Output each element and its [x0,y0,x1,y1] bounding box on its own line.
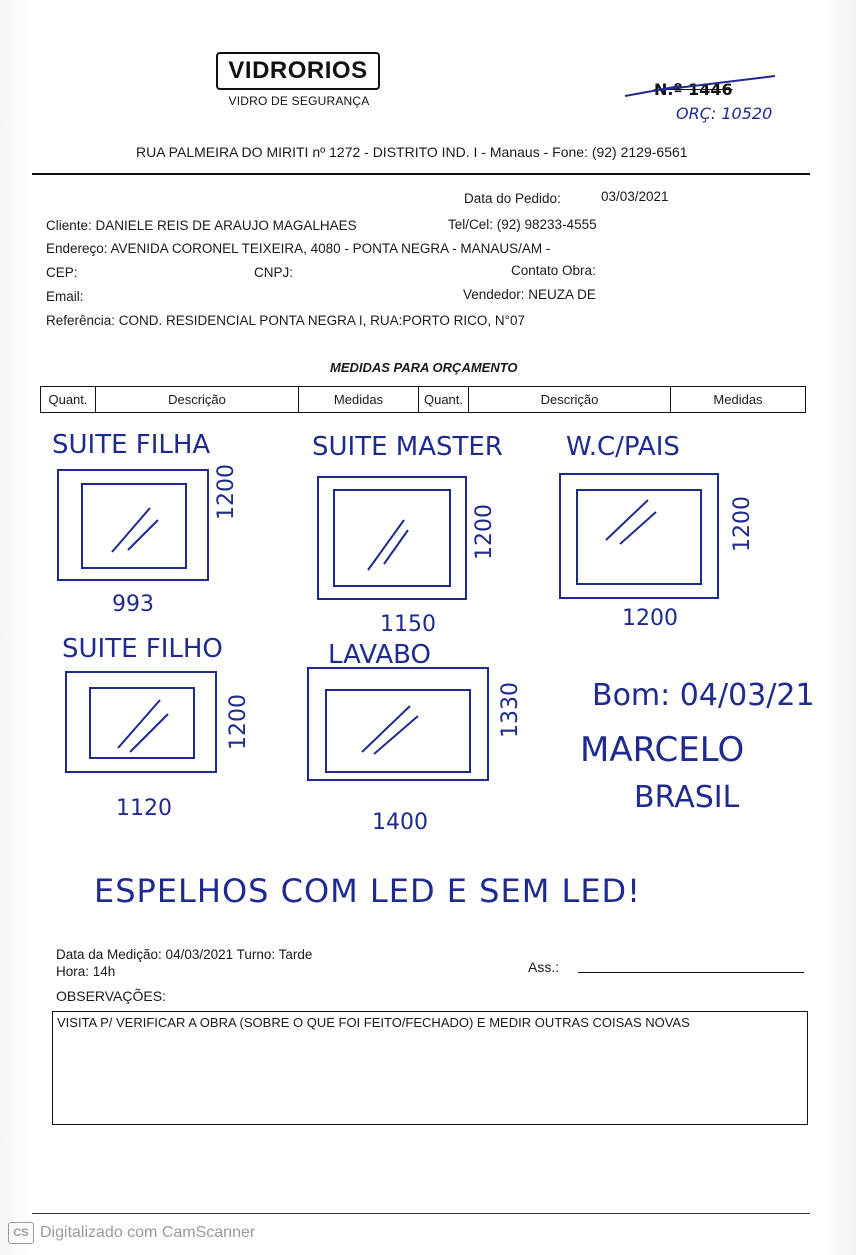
observations-box [52,1011,808,1125]
sketch-4-height: 1200 [226,694,251,750]
sketch-1-label: SUITE FILHA [52,430,211,460]
sketch-4-label: SUITE FILHO [62,634,223,664]
client-field: Cliente: DANIELE REIS DE ARAUJO MAGALHAES [46,218,357,233]
sketch-3-height: 1200 [730,496,755,552]
col-medidas: Medidas [299,387,419,412]
sketch-5-label: LAVABO [328,640,431,670]
sketch-5-width: 1400 [372,810,428,835]
company-address: RUA PALMEIRA DO MIRITI nº 1272 - DISTRITO IND. I - Manaus - Fone: (92) 2129-6561 [136,144,688,160]
order-date-value: 03/03/2021 [601,189,669,204]
sketch-2-width: 1150 [380,612,436,637]
measurements-title: MEDIDAS PARA ORÇAMENTO [330,360,518,375]
cnpj-field: CNPJ: [254,265,294,280]
col-quant-2: Quant. [419,387,469,412]
camscanner-footer [0,1218,856,1248]
bottom-divider [32,1213,810,1214]
order-date-label: Data do Pedido: [464,191,561,206]
camscanner-text: Digitalizado com CamScanner [40,1224,256,1241]
sketch-3-label: W.C/PAIS [566,432,680,462]
col-quant: Quant. [41,387,96,412]
address-field: Endereço: AVENIDA CORONEL TEIXEIRA, 4080 - PONTA NEGRA - MANAUS/AM - [46,241,551,256]
sketch-1-width: 993 [112,592,154,617]
signature-label: Ass.: [528,959,560,975]
seller-field: Vendedor: NEUZA DE [463,287,596,302]
cep-field: CEP: [46,265,78,280]
company-tagline: VIDRO DE SEGURANÇA [228,94,370,108]
approver-first-name: MARCELO [580,730,745,770]
company-logo: VIDRORIOS [216,52,380,90]
mirror-note: ESPELHOS COM LED E SEM LED! [94,872,641,910]
observations-label: OBSERVAÇÕES: [56,988,166,1004]
orc-number: ORÇ: 10520 [676,104,773,123]
sketch-4-width: 1120 [116,796,172,821]
sketch-5-height: 1330 [498,682,523,738]
measurement-time: Hora: 14h [56,964,116,979]
col-descricao: Descrição [96,387,299,412]
col-descricao-2: Descrição [469,387,671,412]
sketch-2-height: 1200 [472,504,497,560]
reference-field: Referência: COND. RESIDENCIAL PONTA NEGRA I, RUA:PORTO RICO, N°07 [46,313,526,328]
signature-line [578,972,804,973]
approver-last-name: BRASIL [634,780,740,815]
approval-note: Bom: 04/03/21 [592,678,815,713]
contact-field: Contato Obra: [511,263,596,278]
observations-text: VISITA P/ VERIFICAR A OBRA (SOBRE O QUE FOI FEITO/FECHADO) E MEDIR OUTRAS COISAS NOVAS [57,1015,690,1030]
phone-field: Tel/Cel: (92) 98233-4555 [448,217,597,232]
email-field: Email: [46,289,84,304]
col-medidas-2: Medidas [713,392,763,407]
camscanner-logo-icon: CS [8,1222,34,1244]
measurement-date: Data da Medição: 04/03/2021 Turno: Tarde [56,947,313,962]
sketch-3-width: 1200 [622,606,678,631]
order-number: N.º 1446 [654,80,733,99]
sketch-2-label: SUITE MASTER [312,432,503,462]
sketch-1-height: 1200 [214,464,239,520]
